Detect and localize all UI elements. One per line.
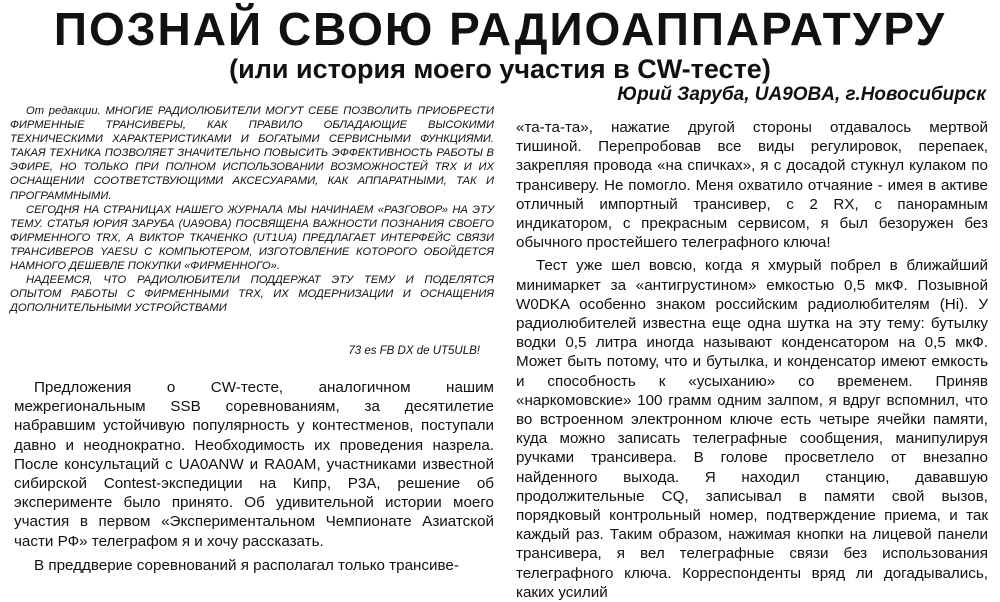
article-paragraph: В преддверие соревнований я располагал только трансиве- <box>34 556 459 574</box>
article-left-column <box>14 378 494 580</box>
editorial-paragraph-3: НАДЕЕМСЯ, ЧТО РАДИОЛЮБИТЕЛИ ПОДДЕРЖАТ ЭТУ ТЕМУ И ПОДЕЛЯТСЯ ОПЫТОМ РАБОТЫ С ФИРМЕННЫМИ TRX, ИХ МОДЕРНИЗАЦИИ И ОСНАЩЕНИЯ ДОПОЛНИТЕЛЬНЫМИ УСТРОЙСТВАМИ <box>10 274 494 315</box>
article-paragraph: Тест уже шел вовсю, когда я хмурый побрел в ближайший минимаркет за «антигрустином» емкостью 0,5 мкФ. Позывной W0DKA особенно знаком российским радиолюбителям (Hi). У радиолюбителей известна еще одна шутка на эту тему: бутылку водки 0,5 литра иногда называют конденсатором на 0,5 мкФ. Может быть потому, что и бутылка, и конденсатор имеют емкость и способность к «усыханию» со временем. Приняв «наркомовские» 100 грамм одним залпом, я вдруг вспомнил, что во встроенном электронном ключе есть четыре ячейки памяти, куда можно записать телеграфные сообщения, манипулируя ручками трансивера. В голове просветлело от внезапно найденного выхода. Я находил станцию, дававшую продолжительные CQ, записывал в памяти свой вызов, порядковый контрольный номер, подтверждение приема, и так каждый раз. Таким образом, нажимая кнопки на лицевой панели трансивера, я вел телеграфные связи без использования телеграфного ключа. Корреспонденты вряд ли догадывались, каких усилий <box>516 257 988 601</box>
article-paragraph: Предложения о CW-тесте, аналогичном нашим межрегиональным SSB соревнованиям, за десятилетие набравшим устойчивую популярность у контестменов, поступали давно и неоднократно. Необходимость их проведения назрела. После консультаций с UA0ANW и RA0AM, участниками известной сибирской Contest-экспедиции на Кипр, P3A, решение об эксперименте было принято. Об удивительной истории моего участия в первом «Экспериментальном Чемпионате Азиатской части РФ» телеграфом я и хочу рассказать. <box>14 379 494 550</box>
editorial-paragraph-2: СЕГОДНЯ НА СТРАНИЦАХ НАШЕГО ЖУРНАЛА МЫ НАЧИНАЕМ «РАЗГОВОР» НА ЭТУ ТЕМУ. СТАТЬЯ ЮРИЯ ЗАРУБА (UA9OBA) ПОСВЯЩЕНА ВАЖНОСТИ ПОЗНАНИЯ СВОЕГО ФИРМЕННОГО TRX, А ВИКТОР ТКАЧЕНКО (UT1UA) ПРЕДЛАГАЕТ ИНТЕРФЕЙС СВЯЗИ ТРАНСИВЕРОВ YAESU С КОМПЬЮТЕРОМ, ИЗГОТОВЛЕНИЕ КОТОРОГО ОБОЙДЕТСЯ НАМНОГО ДЕШЕВЛЕ ПОКУПКИ «ФИРМЕННОГО». <box>10 203 494 273</box>
article-subtitle: (или история моего участия в CW-тесте) <box>229 54 771 84</box>
article-title: ПОЗНАЙ СВОЮ РАДИОАППАРАТУРУ <box>53 3 947 55</box>
article-right-column <box>516 118 988 601</box>
editorial-text-1: МНОГИЕ РАДИОЛЮБИТЕЛИ МОГУТ СЕБЕ ПОЗВОЛИТЬ ПРИОБРЕСТИ ФИРМЕННЫЕ ТРАНСИВЕРЫ, КАК ПРАВИЛО ОБЛАДАЮЩИЕ ВЫСОКИМИ ТЕХНИЧЕСКИМИ ХАРАКТЕРИСТИКАМИ И БОГАТЫМИ СЕРВИСНЫМИ ФУНКЦИЯМИ. ТАКАЯ ТЕХНИКА ПОЗВОЛЯЕТ ЗНАЧИТЕЛЬНО ПОВЫСИТЬ ЭФФЕКТИВНОСТЬ РАБОТЫ В ЭФИРЕ, НО ТОЛЬКО ПРИ ПОЛНОМ ИСПОЛЬЗОВАНИИ ВОЗМОЖНОСТЕЙ TRX И ИХ ОСНАЩЕНИИ СООТВЕТСТВУЮЩИМИ АКСЕСУАРАМИ, КАК АППАРАТНЫМИ, ТАК И ПРОГРАММНЫМИ. <box>10 105 494 202</box>
editorial-note <box>10 104 494 315</box>
editorial-signature: 73 es FB DX de UT5ULB! <box>348 345 480 357</box>
editorial-paragraph-1 <box>10 104 494 203</box>
article-author: Юрий Заруба, UA9OBA, г.Новосибирск <box>617 84 986 105</box>
editorial-lead: От редакции. <box>26 105 101 117</box>
article-paragraph: «та-та-та», нажатие другой стороны отдавалось мертвой тишиной. Перепробовав все виды регулировок, перепаек, закрепляя провода «на спичках», я с досадой стукнул кулаком по трансиверу. Не помогло. Меня охватило отчаяние - имея в активе отличный импортный трансивер, с 2 RX, с панорамным индикатором, с прекрасным сервисом, я был безоружен без обычного простейшего телеграфного ключа! <box>516 119 988 252</box>
